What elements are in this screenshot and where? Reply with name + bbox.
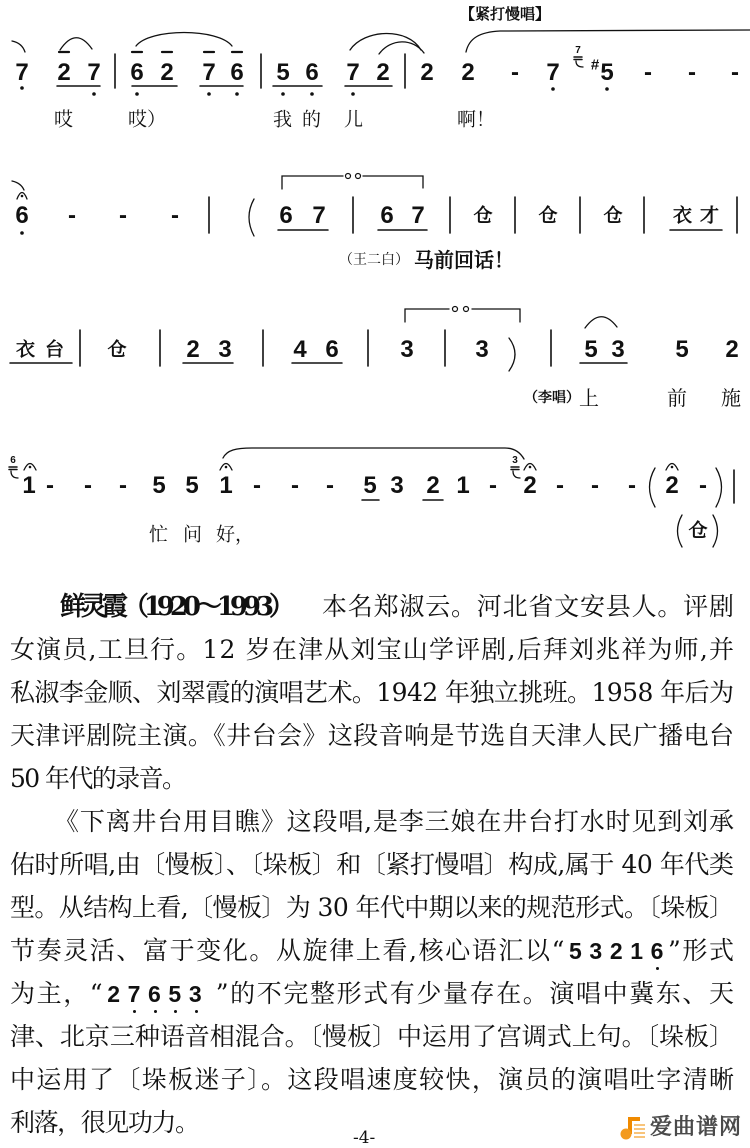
spoken-line: 马前回话！	[414, 248, 514, 272]
hold-dash: -	[699, 472, 707, 499]
note: 3	[400, 336, 414, 363]
note: 5	[185, 472, 199, 499]
phrase-slur	[466, 30, 750, 52]
grace-hook	[576, 61, 583, 67]
jianpu-digit-low: 6	[148, 973, 162, 1015]
fermata-icon	[666, 464, 678, 471]
hold-dash: -	[84, 472, 92, 499]
low-octave-dot	[92, 92, 96, 96]
lyric: 哎	[54, 108, 74, 131]
jianpu-digit-low: 7	[128, 973, 142, 1015]
repeat-bracket	[363, 176, 423, 188]
low-octave-dot	[605, 87, 609, 91]
note: 5	[584, 336, 598, 363]
grace-hook	[11, 471, 18, 478]
page-number: -4-	[353, 1128, 376, 1148]
text-line: 津、北京三种语音相混合。〔慢板〕中运用了宫调式上句。〔垛板〕	[10, 1022, 734, 1051]
jianpu-digit: 2	[107, 981, 122, 1007]
watermark-text: 爱曲谱网	[650, 1115, 743, 1140]
note: 1	[219, 472, 233, 499]
low-octave-dot	[310, 92, 314, 96]
note: 7	[312, 202, 326, 229]
jianpu-digit: 1	[630, 938, 645, 964]
music-note-logo-icon	[619, 1115, 647, 1141]
slur	[350, 33, 421, 50]
lyric: 前	[667, 386, 687, 410]
grace-hook	[513, 471, 520, 478]
percussion-syllable: 仓	[538, 204, 558, 227]
low-octave-dot	[281, 92, 285, 96]
lyric: 施	[721, 386, 741, 410]
percussion-syllable: 衣才	[672, 204, 728, 227]
note: 7	[546, 59, 560, 86]
text-line: 型。从结构上看,〔慢板〕为 30 年代中期以来的规范形式。〔垛板〕	[10, 893, 734, 922]
grace-note: 6	[10, 455, 16, 466]
note: 7	[15, 59, 29, 86]
jianpu-digit-low: 6	[651, 930, 665, 972]
repeat-bracket	[472, 309, 520, 322]
text-segment: 节奏灵活、富于变化。从旋律上看,核心语汇以“	[10, 936, 567, 965]
hold-dash: -	[119, 202, 127, 229]
note: 2	[461, 59, 475, 86]
fermata-dot	[29, 466, 32, 469]
fermata-icon	[220, 464, 232, 471]
note: 6	[279, 202, 293, 229]
note: 2	[186, 336, 200, 363]
close-paren	[716, 468, 722, 507]
text-line	[10, 930, 736, 972]
lyric: 哎）	[128, 108, 167, 131]
text-line: 天津评剧院主演。《井台会》这段音响是节选自天津人民广播电台	[10, 721, 735, 750]
hold-dash: -	[644, 59, 652, 86]
hold-dash: -	[628, 472, 636, 499]
close-paren	[713, 515, 718, 547]
fermata-icon	[17, 193, 27, 200]
lyric: 问	[183, 523, 203, 546]
text-line: 50 年代的录音。	[10, 764, 186, 793]
low-octave-dot	[135, 92, 139, 96]
biography-heading: 鲜灵霞（1920～1993）	[60, 592, 290, 622]
jianpu-digit: 2	[609, 938, 625, 964]
text-line: 《下离井台用目瞧》这段唱,是李三娘在井台打水时见到刘承	[54, 807, 735, 836]
low-octave-dot	[20, 231, 24, 235]
hold-dash: -	[253, 472, 261, 499]
note: 5	[600, 59, 614, 86]
hold-dash: -	[489, 472, 497, 499]
note: 1	[456, 472, 470, 499]
text-line	[10, 973, 736, 1015]
note: 7	[411, 202, 425, 229]
repeat-bracket	[405, 309, 449, 322]
repeat-circle	[464, 307, 469, 312]
text-line: 本名郑淑云。河北省文安县人。评剧	[322, 592, 735, 621]
grace-note: 7	[575, 45, 581, 56]
text-line: 利落，很见功力。	[10, 1108, 199, 1137]
note: 3	[390, 472, 404, 499]
text-segment: 为主，“	[10, 979, 105, 1008]
lyric: 的	[302, 108, 322, 131]
note: 6	[15, 202, 29, 229]
lyric: 我	[273, 108, 293, 131]
section-label: 【紧打慢唱】	[460, 5, 551, 23]
slur	[60, 38, 92, 50]
fermata-icon	[524, 464, 536, 471]
lyric: 忙	[149, 523, 169, 546]
fermata-dot	[21, 195, 24, 198]
note: 2	[725, 336, 739, 363]
lyric: 儿	[344, 108, 364, 131]
note: 6	[305, 59, 319, 86]
note: 6	[325, 336, 339, 363]
low-octave-dot	[235, 92, 239, 96]
note: 2	[523, 472, 537, 499]
note: 7	[87, 59, 101, 86]
note: 2	[665, 472, 679, 499]
open-paren	[650, 468, 656, 507]
text-line: 佑时所唱,由〔慢板〕、〔垛板〕和〔紧打慢唱〕构成,属于 40 年代类	[10, 850, 734, 879]
fermata-dot	[671, 466, 674, 469]
text-segment: ”的不完整形式有少量存在。演唱中冀东、天	[206, 979, 736, 1008]
note: 6	[230, 59, 244, 86]
open-paren	[249, 199, 254, 236]
text-line: 私淑李金顺、刘翠霞的演唱艺术。1942 年独立挑班。1958 年后为	[10, 678, 734, 707]
hold-dash: -	[171, 202, 179, 229]
note: 6	[380, 202, 394, 229]
slur	[585, 317, 617, 328]
note: 5	[152, 472, 166, 499]
hold-dash: -	[511, 59, 519, 86]
note: 7	[346, 59, 360, 86]
note: 1	[22, 472, 36, 499]
speaker-cue: （李唱）	[524, 390, 580, 406]
jianpu-digit-low: 5	[168, 973, 182, 1015]
repeat-circle	[453, 307, 458, 312]
hold-dash: -	[46, 472, 54, 499]
repeat-circle	[356, 174, 361, 179]
hold-dash: -	[119, 472, 127, 499]
repeat-bracket	[282, 176, 343, 189]
percussion-syllable: 仓	[473, 204, 493, 227]
note: 6	[130, 59, 144, 86]
note: 2	[420, 59, 434, 86]
close-paren	[509, 338, 515, 371]
note: 7	[202, 59, 216, 86]
tie	[379, 42, 424, 54]
repeat-circle	[346, 174, 351, 179]
jianpu-digit: 5	[569, 938, 584, 964]
hold-dash: -	[291, 472, 299, 499]
hold-dash: -	[731, 59, 739, 86]
grace-note: 3	[512, 455, 518, 466]
jianpu-digit-low: 3	[189, 973, 203, 1015]
note: 5	[276, 59, 290, 86]
note: 5	[675, 336, 689, 363]
note: 3	[611, 336, 625, 363]
percussion-syllable: 仓	[603, 204, 623, 227]
note: 3	[218, 336, 232, 363]
text-segment: ”形式	[668, 936, 736, 965]
fermata-dot	[529, 466, 532, 469]
lyric: 好，	[216, 523, 255, 546]
speaker-cue: （王二白）	[339, 252, 409, 268]
note: 4	[293, 336, 307, 363]
tie-continuation	[12, 41, 25, 52]
hold-dash: -	[591, 472, 599, 499]
note: 2	[376, 59, 390, 86]
slur	[136, 33, 232, 47]
text-line: 女演员,工旦行。12 岁在津从刘宝山学评剧,后拜刘兆祥为师,并	[10, 635, 736, 664]
note: 2	[57, 59, 71, 86]
note: 3	[475, 336, 489, 363]
note: 2	[426, 472, 440, 499]
hold-dash: -	[556, 472, 564, 499]
jianpu-digit: 3	[589, 938, 604, 964]
percussion-syllable: 衣台	[15, 338, 75, 361]
hold-dash: -	[68, 202, 76, 229]
text-line: 中运用了〔垛板迷子〕。这段唱速度较快，演员的演唱吐字清晰	[10, 1065, 736, 1094]
low-octave-dot	[351, 92, 355, 96]
sharp-accidental: #	[590, 56, 600, 74]
lyric: 上	[579, 386, 599, 410]
low-octave-dot	[20, 86, 24, 90]
note: 5	[363, 472, 377, 499]
hold-dash: -	[688, 59, 696, 86]
low-octave-dot	[551, 87, 555, 91]
percussion-syllable: 仓	[107, 338, 127, 361]
lyric: 啊！	[457, 108, 496, 131]
open-paren	[678, 515, 683, 547]
tie-continuation	[12, 181, 24, 190]
fermata-dot	[225, 466, 228, 469]
note: 2	[160, 59, 174, 86]
percussion-syllable: 仓	[688, 519, 708, 542]
fermata-icon	[24, 464, 36, 471]
hold-dash: -	[326, 472, 334, 499]
phrase-slur	[223, 448, 524, 459]
low-octave-dot	[207, 92, 211, 96]
